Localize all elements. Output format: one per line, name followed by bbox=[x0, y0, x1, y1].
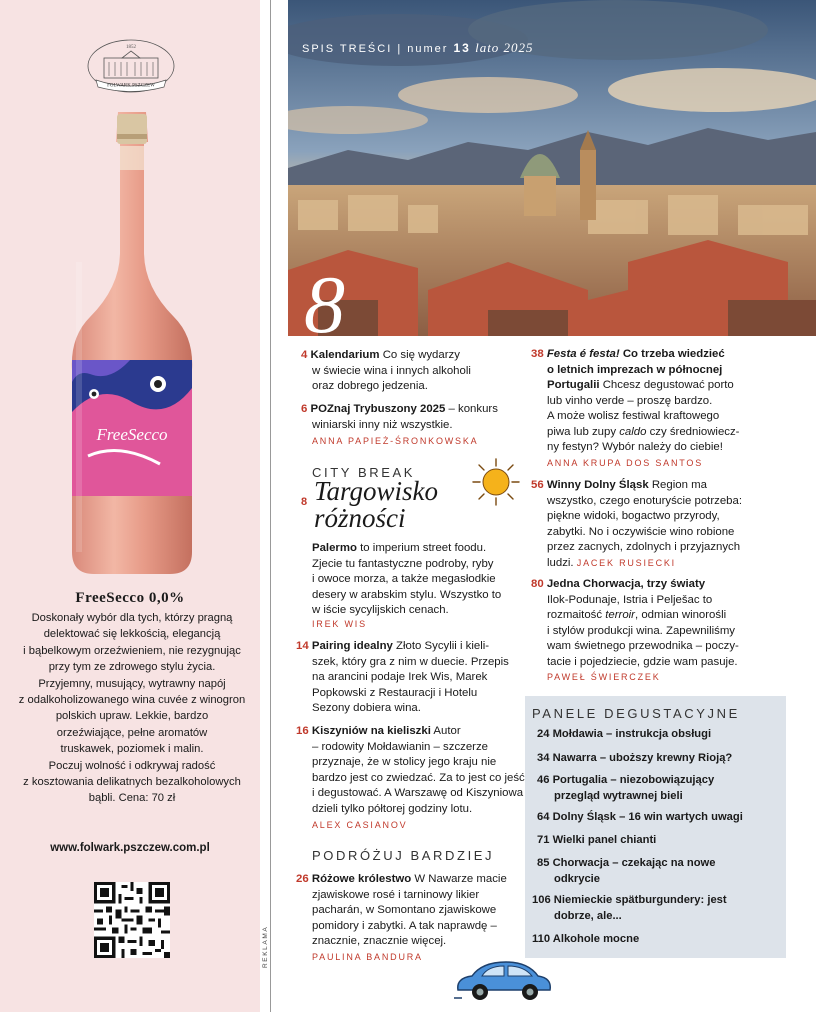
toc-entry-poznaj[interactable]: 6 POZnaj Trybuszony 2025 – konkurs winiarski inny niż wszystkie. bbox=[301, 403, 498, 431]
toc-entry-kalendarium[interactable]: 4 Kalendarium Co się wydarzy w świecie wina i innych alkoholi oraz dobrego jedzenia. bbox=[301, 349, 471, 392]
svg-text:FreeSecco: FreeSecco bbox=[96, 425, 168, 444]
toc-entry-pairing[interactable]: 14 Pairing idealny Złoto Sycylii i kieli- szek, który gra z nim w duecie. Przepis na arancini podaje Irek Wis, Marek Popkowski z Restauracji i Hotelu Sezony dobiera wina. bbox=[296, 640, 509, 714]
section-city-break: CITY BREAK bbox=[312, 465, 416, 480]
toc-entry-rozowe-krolestwo[interactable]: 26 Różowe królestwo W Nawarze macie zjawiskowe rosé i tarninowy likier pacharán, w Somontano zjawiskowe pomidory i zabytki. A tak naprawdę – znacznie, znacznie więcej. bbox=[296, 873, 507, 947]
tasting-panels-title: PANELE DEGUSTACYJNE bbox=[532, 706, 740, 721]
panel-item-moldawia[interactable]: 24 Mołdawia – instrukcja obsługi bbox=[537, 728, 712, 740]
toc-entry-chorwacja[interactable]: 80 Jedna Chorwacja, trzy światy Ilok-Podunaje, Istria i Pelješac to rozmaitość terroir, odmian winorośli i stylów produkcji wina. Zapewniliśmy wam świetnego przewodnika – poczy- tacie i pojedziecie, gdzie wam pasuje. bbox=[531, 578, 739, 668]
panel-item-portugalia[interactable]: 46 Portugalia – niezobowiązujący przegląd wytrawnej bieli bbox=[537, 774, 715, 802]
wine-bottle-image bbox=[70, 112, 194, 574]
svg-text:FOLWARK PSZCZEW: FOLWARK PSZCZEW bbox=[107, 83, 155, 89]
author-irek-wis: IREK WIS bbox=[312, 619, 367, 629]
manor-logo-icon bbox=[86, 38, 176, 94]
author-paulina-bandura: PAULINA BANDURA bbox=[312, 952, 423, 962]
panel-item-alkohole-mocne[interactable]: 110 Alkohole mocne bbox=[532, 933, 640, 945]
section-podrozuj-bardziej: PODRÓŻUJ BARDZIEJ bbox=[312, 848, 495, 863]
table-of-contents-header: SPIS TREŚCI | numer 13 lato 2025 bbox=[302, 40, 534, 55]
panel-item-dolny-slask[interactable]: 64 Dolny Śląsk – 16 win wartych uwagi bbox=[537, 811, 743, 823]
panel-item-nawarra[interactable]: 34 Nawarra – uboższy krewny Rioją? bbox=[537, 752, 733, 764]
panel-item-spatburgundery[interactable]: 106 Niemieckie spätburgundery: jest dobrze, ale... bbox=[532, 894, 727, 922]
author-pawel-swierczek: PAWEŁ ŚWIERCZEK bbox=[547, 672, 661, 682]
svg-text:1852: 1852 bbox=[126, 45, 136, 50]
product-title: FreeSecco 0,0% bbox=[75, 590, 185, 606]
toc-entry-dolny-slask[interactable]: 56 Winny Dolny Śląsk Region ma wszystko, czego enoturyście potrzeba: piękne widoki, bogactwo przyrody, zabytki. No i oczywiście wino robione przez zacnych, zdolnych i przyjaznych ludzi. JACEK RUSIECKI bbox=[531, 479, 742, 569]
product-url-link[interactable]: www.folwark.pszczew.com.pl bbox=[50, 842, 210, 854]
author-alex-casianov: ALEX CASIANOV bbox=[312, 820, 408, 830]
column-divider bbox=[270, 0, 271, 1012]
product-description: Doskonały wybór dla tych, którzy pragną delektować się lekkością, elegancją i bąbelkowym orzeźwieniem, nie rezygnując przy tym ze zdrowego stylu życia. Przyjemny, musujący, wytrawny napój z odalkoholizowanego wina cuvée z winogron polskich upraw. Lekkie, bardzo orzeźwiające, pełne aromatów truskawek, poziomek i malin. Poczuj wolność i odkrywaj radość z kosztowania delikatnych bezalkoholowych bąbli. Cena: 70 zł bbox=[18, 612, 246, 805]
toc-entry-city-break[interactable]: Palermo to imperium street foodu. Zjecie tu fantastyczne podroby, ryby i owoce morza, a także megasłodkie desery w arabskim stylu. Wszystko to w iście sycylijskich cenach. bbox=[312, 542, 502, 616]
panel-item-chorwacja[interactable]: 85 Chorwacja – czekając na nowe odkrycie bbox=[537, 857, 716, 885]
car-icon bbox=[452, 954, 556, 1004]
toc-entry-kiszyniow[interactable]: 16 Kiszyniów na kieliszki Autor – rodowity Mołdawianin – szczerze przyznaje, że w stolicy jego kraju nie bardzo jest co zwiedzać. Za to jest co jeść i degustować. A Warszawę od Kiszyniowa dzieli tylko półtorej godziny lotu. bbox=[296, 725, 525, 815]
panel-item-chianti[interactable]: 71 Wielki panel chianti bbox=[537, 834, 657, 846]
sun-icon bbox=[470, 456, 522, 508]
city-break-title[interactable]: Targowisko różności bbox=[314, 476, 439, 533]
featured-page-number: 8 bbox=[304, 259, 345, 350]
author-anna-papiez: ANNA PAPIEŻ-ŚRONKOWSKA bbox=[312, 436, 479, 446]
toc-entry-festa[interactable]: 38 Festa é festa! Co trzeba wiedzieć o letnich imprezach w północnej Portugalii Chcesz degustować porto lub vinho verde – proszę bardzo. A może wolisz festiwal kraftowego piwa lub zupy caldo czy średniowiecz- ny festyn? Wybór należy do ciebie! bbox=[531, 348, 740, 453]
advert-marker-label: REKLAMA bbox=[262, 925, 269, 968]
author-anna-krupa: ANNA KRUPA DOS SANTOS bbox=[547, 458, 703, 468]
qr-code-icon[interactable] bbox=[94, 882, 170, 958]
author-jacek-rusiecki: JACEK RUSIECKI bbox=[576, 557, 676, 568]
city-break-page-number: 8 bbox=[301, 496, 308, 508]
